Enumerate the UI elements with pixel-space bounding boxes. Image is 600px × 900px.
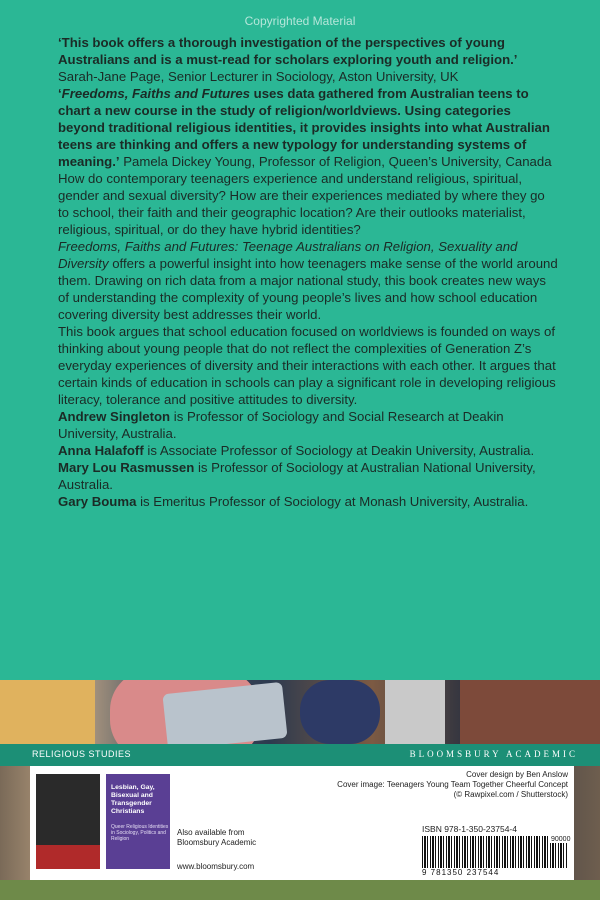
barcode <box>422 836 568 868</box>
author-name: Mary Lou Rasmussen <box>58 460 195 475</box>
also-available-label: Also available from <box>177 828 245 837</box>
quote-attribution: Sarah-Jane Page, Senior Lecturer in Sociology, Aston University, UK <box>58 69 459 84</box>
author-name: Andrew Singleton <box>58 409 171 424</box>
isbn: ISBN 978-1-350-23754-4 <box>422 824 517 834</box>
quote-text: uses data gathered from Australian teens to chart a new course in the study of religion/worldviews. Using categories beyond traditional religious identities, it provides insights into what Australian teens are thinking and offers a new typology for understanding systems of meaning.’ <box>58 86 550 169</box>
author-name: Gary Bouma <box>58 494 137 509</box>
author-bio <box>58 459 558 493</box>
author-desc: is Associate Professor of Sociology at Deakin University, Australia. <box>143 443 535 458</box>
publisher-website: www.bloomsbury.com <box>177 862 255 871</box>
related-book-subtitle: Queer Religious Identities in Sociology, Politics and Religion <box>111 824 169 842</box>
author-bio <box>58 493 558 510</box>
teen-shirt-navy <box>300 680 380 744</box>
author-desc: is Professor of Sociology and Social Research at Deakin University, Australia. <box>58 409 504 441</box>
cover-image-credit: Cover image: Teenagers Young Team Together Cheerful Concept <box>337 780 568 789</box>
quote-text: ‘This book offers a thorough investigation of the perspectives of young Australians and is a must-read for scholars exploring youth and religion.’ <box>58 35 518 67</box>
barcode-digits: 9 781350 237544 <box>422 868 500 877</box>
praise-quote-1 <box>58 34 558 85</box>
info-panel <box>30 766 574 880</box>
category-band <box>0 744 600 766</box>
cover-design-credit: Cover design by Ben Anslow <box>466 770 568 779</box>
blurb-paragraph-3: This book argues that school education focused on worldviews is founded on ways of thinking about young people that do not reflect the complexities of Generation Z’s everyday experiences of diversity and their interactions with each other. It argues that certain kinds of education in schools can play a significant role in developing religious literacy, tolerance and positive attitudes to diversity. <box>58 324 556 407</box>
blurb-paragraph-1: How do contemporary teenagers experience and understand religious, spiritual, gender and sexual diversity? How are their experiences mediated by where they go to school, their faith and their geographic location? Are their outlooks materialist, religious, spiritual, or do they have hybrid identities? <box>58 171 545 237</box>
related-book-title: Lesbian, Gay, Bisexual and Transgender Christians <box>111 784 155 815</box>
back-cover-text <box>58 34 558 510</box>
related-book-cover-2 <box>106 774 170 869</box>
author-bio <box>58 408 558 442</box>
quote-open: ‘ <box>58 86 62 101</box>
price-code: 90000 <box>551 836 571 843</box>
blurb-paragraph-2 <box>58 238 558 323</box>
blurb-text: offers a powerful insight into how teenagers make sense of the world around them. Drawing on rich data from a major national study, this book creates new ways of understanding the complexity of young people’s lives and how school education covering diversity best addresses their world. <box>58 256 558 322</box>
tablet-device <box>162 682 287 750</box>
book-title: Freedoms, Faiths and Futures: Teenage Australians on Religion, Sexuality and Diversity <box>58 239 518 271</box>
grass <box>0 880 600 900</box>
author-bio <box>58 442 558 459</box>
category-label: RELIGIOUS STUDIES <box>32 749 132 759</box>
cover-credits <box>337 770 568 800</box>
related-book-cover-1 <box>36 774 100 869</box>
author-desc: is Professor of Sociology at Australian National University, Australia. <box>58 460 536 492</box>
author-desc: is Emeritus Professor of Sociology at Monash University, Australia. <box>136 494 529 509</box>
teen-shirt-brown <box>460 680 600 744</box>
copyright-watermark-bottom: Copyrighted Material <box>244 866 356 880</box>
copyright-watermark: Copyrighted Material <box>244 14 356 28</box>
quote-attribution: Pamela Dickey Young, Professor of Religion, Queen’s University, Canada <box>119 154 552 169</box>
quote-book-title: Freedoms, Faiths and Futures <box>61 86 250 101</box>
teen-shirt-grey <box>385 680 445 744</box>
praise-quote-2 <box>58 85 558 170</box>
author-name: Anna Halafoff <box>58 443 144 458</box>
publisher-label: BLOOMSBURY ACADEMIC <box>409 749 578 759</box>
cover-image-source: (© Rawpixel.com / Shutterstock) <box>453 790 568 799</box>
also-available <box>177 828 256 848</box>
also-available-publisher: Bloomsbury Academic <box>177 838 257 847</box>
